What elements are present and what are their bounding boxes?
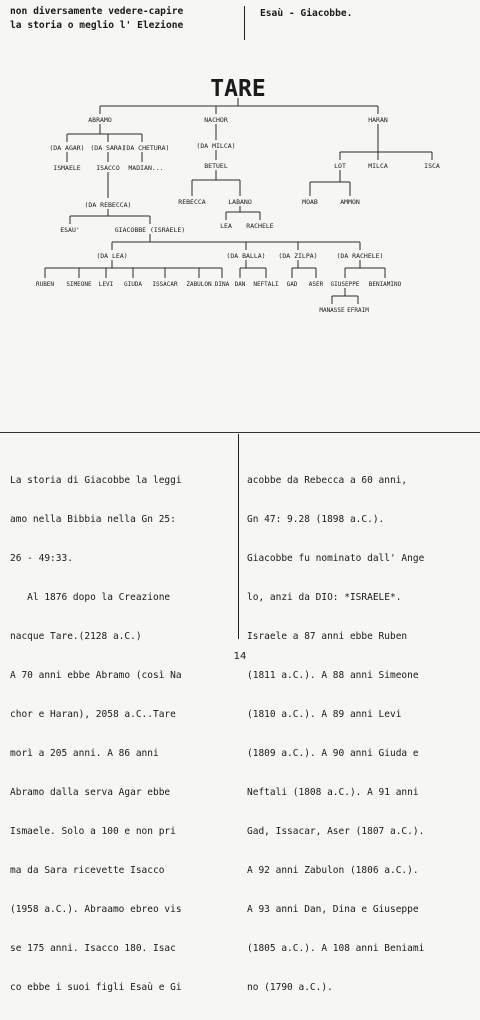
tree-node-giacobbe: GIACOBBE (ISRAELE): [114, 226, 186, 234]
text-line: Abramo dalla serva Agar ebbe: [10, 787, 171, 798]
tree-son-dan: DAN: [234, 281, 246, 288]
text-line: no (1790 a.C.).: [247, 982, 333, 993]
column-divider: [238, 434, 239, 639]
tree-node-lot: LOT: [334, 162, 346, 170]
text-line: A 92 anni Zabulon (1806 a.C.).: [247, 865, 419, 876]
section-separator: [0, 432, 480, 433]
tree-mother-chetura: (DA CHETURA): [122, 144, 170, 152]
tree-wife-rachele: (DA RACHELE): [336, 252, 384, 260]
tree-node-nachor: NACHOR: [204, 116, 228, 124]
text-line: co ebbe i suoi figli Esaù e Gi: [10, 982, 182, 993]
tree-wife-lea: (DA LEA): [96, 252, 128, 260]
tree-son-issacar: ISSACAR: [152, 281, 178, 288]
text-column-left: [10, 448, 182, 1020]
tree-node-moab: MOAB: [302, 198, 318, 206]
tree-node-lea: LEA: [220, 222, 232, 230]
tree-mother-sara: (DA SARA): [90, 144, 126, 152]
tree-node-abramo: ABRAMO: [88, 116, 112, 124]
text-line: lo, anzi da DIO: *ISRAELE*.: [247, 592, 402, 603]
tree-son-simeone: SIMEONE: [66, 281, 92, 288]
text-line: (1809 a.C.). A 90 anni Giuda e: [247, 748, 419, 759]
text-line: A 70 anni ebbe Abramo (così Na: [10, 670, 182, 681]
tree-son-giuseppe: GIUSEPPE: [330, 281, 360, 288]
text-line: Israele a 87 anni ebbe Ruben: [247, 631, 408, 642]
text-line: chor e Haran), 2058 a.C..Tare: [10, 709, 176, 720]
tree-node-ammon: AMMON: [340, 198, 360, 206]
tree-root-tare: TARE: [210, 76, 266, 102]
tree-daughter-dina: DINA: [214, 281, 230, 288]
text-line: morì a 205 anni. A 86 anni: [10, 748, 159, 759]
text-line: Gn 47: 9.28 (1898 a.C.).: [247, 514, 385, 525]
family-tree: [0, 0, 480, 330]
tree-labels: [36, 76, 440, 314]
tree-node-madian: MADIAN...: [128, 164, 164, 172]
tree-mother-rebecca: (DA REBECCA): [84, 201, 132, 209]
tree-son-zabulon: ZABULON: [186, 281, 212, 288]
text-line: se 175 anni. Isacco 180. Isac: [10, 943, 176, 954]
tree-son-levi: LEVI: [98, 281, 114, 288]
text-line: acobbe da Rebecca a 60 anni,: [247, 475, 408, 486]
tree-node-rachele: RACHELE: [246, 222, 274, 230]
text-line: La storia di Giacobbe la leggi: [10, 475, 182, 486]
text-line: amo nella Bibbia nella Gn 25:: [10, 514, 176, 525]
tree-node-milca: MILCA: [368, 162, 388, 170]
tree-node-haran: HARAN: [368, 116, 388, 124]
tree-son-beniamino: BENIAMINO: [368, 281, 402, 288]
tree-node-rebecca: REBECCA: [178, 198, 206, 206]
tree-node-isacco: ISACCO: [96, 164, 120, 172]
tree-son-gad: GAD: [286, 281, 298, 288]
tree-node-labano: LABANO: [228, 198, 252, 206]
text-line: (1810 a.C.). A 89 anni Levi: [247, 709, 402, 720]
tree-wife-balla: (DA BALLA): [226, 252, 266, 260]
tree-son-ruben: RUBEN: [35, 281, 55, 288]
text-line: Gad, Issacar, Aser (1807 a.C.).: [247, 826, 425, 837]
text-column-right: [247, 448, 424, 1020]
text-line: Giacobbe fu nominato dall' Ange: [247, 553, 425, 564]
tree-son-neftali: NEFTALI: [253, 281, 279, 288]
text-line: A 93 anni Dan, Dina e Giuseppe: [247, 904, 419, 915]
tree-node-manasse: MANASSE: [319, 307, 345, 314]
header-right-title: Esaù - Giacobbe.: [260, 8, 353, 19]
text-line: (1805 a.C.). A 108 anni Beniami: [247, 943, 425, 954]
text-line: Ismaele. Solo a 100 e non pri: [10, 826, 176, 837]
text-line: Al 1876 dopo la Creazione: [10, 592, 171, 603]
header-left-line-1: non diversamente vedere-capire: [10, 6, 184, 17]
tree-node-ismaele: ISMAELE: [53, 164, 81, 172]
text-line: 26 - 49:33.: [10, 553, 73, 564]
text-line: nacque Tare.(2128 a.C.): [10, 631, 142, 642]
tree-mother-milca: (DA MILCA): [196, 142, 236, 150]
tree-son-aser: ASER: [308, 281, 324, 288]
tree-mother-agar: (DA AGAR): [49, 144, 85, 152]
page-number: 14: [233, 651, 247, 662]
tree-node-isca: ISCA: [424, 162, 440, 170]
text-line: (1811 a.C.). A 88 anni Simeone: [247, 670, 419, 681]
tree-node-betuel: BETUEL: [204, 162, 228, 170]
text-line: Neftali (1808 a.C.). A 91 anni: [247, 787, 419, 798]
header-left-line-2: la storia o meglio l' Elezione: [10, 20, 184, 31]
tree-son-giuda: GIUDA: [123, 281, 143, 288]
text-line: ma da Sara ricevette Isacco: [10, 865, 165, 876]
text-line: (1958 a.C.). Abraamo ebreo vis: [10, 904, 182, 915]
tree-node-efraim: EFRAIM: [347, 307, 369, 314]
tree-wife-zilpa: (DA ZILPA): [278, 252, 318, 260]
tree-node-esau: ESAU': [60, 226, 80, 234]
